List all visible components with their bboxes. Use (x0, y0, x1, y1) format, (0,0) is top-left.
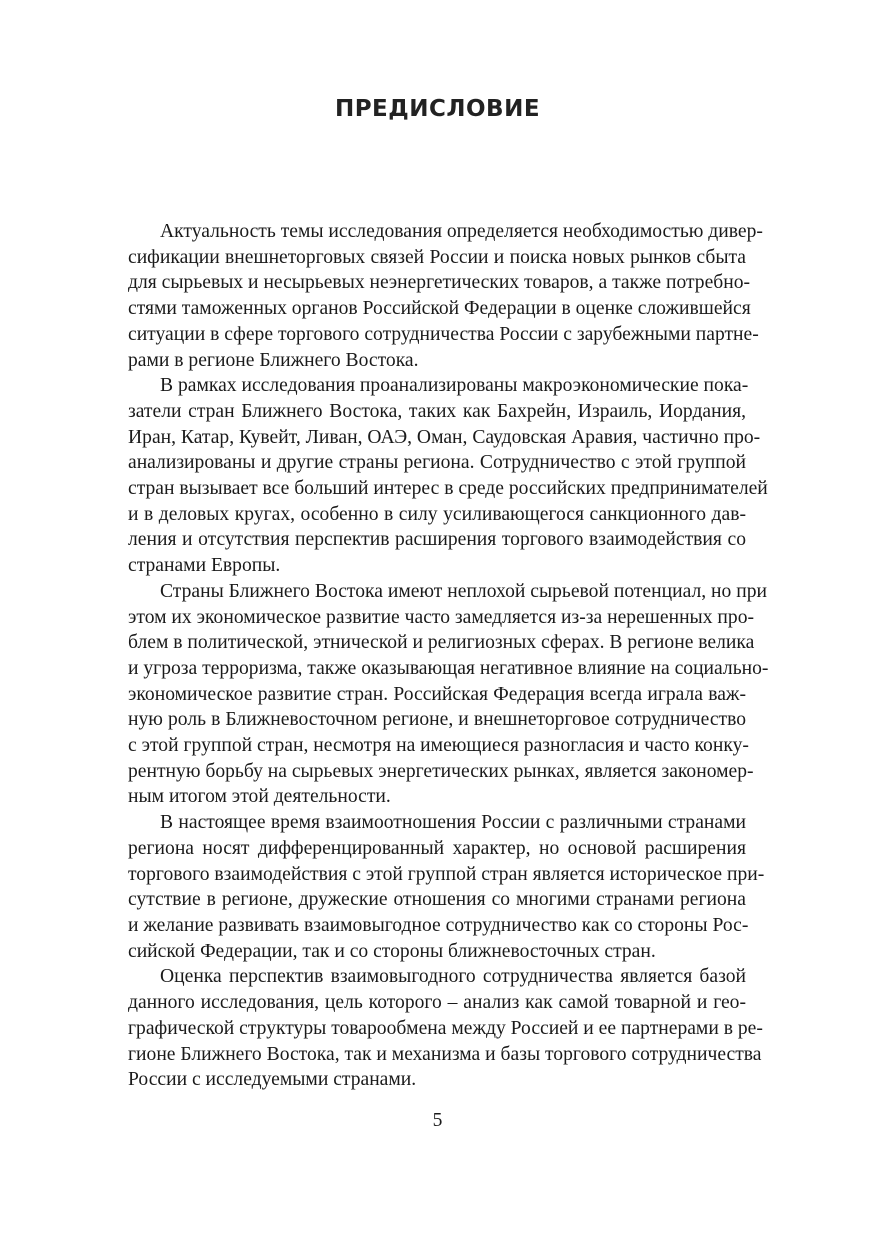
paragraph (128, 810, 765, 964)
text-line: затели стран Ближнего Востока, таких как Бахрейн, Израиль, Иордания, (128, 400, 746, 422)
text-line: Страны Ближнего Востока имеют неплохой сырьевой потенциал, но при (160, 580, 767, 602)
text-line: гионе Ближнего Востока, так и механизма и базы торгового сотрудничества (128, 1043, 762, 1065)
text-line: рами в регионе Ближнего Востока. (128, 349, 419, 371)
text-line: странами Европы. (128, 555, 281, 577)
text-line: экономическое развитие стран. Российская Федерация всегда играла важ- (128, 683, 746, 705)
paragraph (128, 964, 763, 1093)
paragraph (128, 579, 769, 810)
text-line: региона носят дифференцированный характер, но основой расширения (128, 837, 746, 859)
text-line: ным итогом этой деятельности. (128, 786, 391, 808)
text-line: и угроза терроризма, также оказывающая негативное влияние на социально- (128, 657, 769, 679)
text-line: этом их экономическое развитие часто замедляется из-за нерешенных про- (128, 606, 755, 628)
text-line: блем в политической, этнической и религиозных сферах. В регионе велика (128, 632, 755, 654)
text-line: сификации внешнеторговых связей России и поиска новых рынков сбыта (128, 246, 746, 268)
text-line: данного исследования, цель которого – анализ как самой товарной и гео- (128, 992, 746, 1014)
text-line: ную роль в Ближневосточном регионе, и внешнеторговое сотрудничество (128, 709, 746, 731)
text-line: В настоящее время взаимоотношения России с различными странами (160, 812, 746, 834)
page-title: ПРЕДИСЛОВИЕ (334, 96, 541, 122)
text-line: В рамках исследования проанализированы макроэкономические пока- (160, 375, 749, 397)
page-number: 5 (432, 1110, 443, 1131)
text-line: графической структуры товарообмена между Россией и ее партнерами в ре- (128, 1017, 763, 1039)
text-line: Оценка перспектив взаимовыгодного сотрудничества является базой (160, 966, 746, 988)
text-line: стями таможенных органов Российской Федерации в оценке сложившейся (128, 298, 751, 320)
text-line: сутствие в регионе, дружеские отношения со многими странами региона (128, 889, 746, 911)
text-line: анализированы и другие страны региона. Сотрудничество с этой группой (128, 452, 746, 474)
text-line: и в деловых кругах, особенно в силу усиливающегося санкционного дав- (128, 503, 746, 525)
text-line: рентную борьбу на сырьевых энергетических рынках, является закономер- (128, 760, 754, 782)
text-line: с этой группой стран, несмотря на имеющиеся разногласия и часто конку- (128, 735, 749, 757)
text-line: России с исследуемыми странами. (128, 1069, 417, 1091)
paragraph (128, 219, 763, 373)
text-line: для сырьевых и несырьевых неэнергетических товаров, а также потребно- (128, 272, 751, 294)
text-line: ления и отсутствия перспектив расширения торгового взаимодействия со (128, 529, 746, 551)
paragraph (128, 373, 768, 579)
body-text (128, 219, 769, 1093)
text-line: Актуальность темы исследования определяется необходимостью дивер- (160, 221, 763, 242)
text-line: торгового взаимодействия с этой группой стран является историческое при- (128, 863, 765, 885)
text-line: и желание развивать взаимовыгодное сотрудничество как со стороны Рос- (128, 914, 749, 936)
text-line: сийской Федерации, так и со стороны ближневосточных стран. (128, 940, 656, 962)
text-line: стран вызывает все больший интерес в среде российских предпринимателей (128, 478, 768, 500)
text-line: Иран, Катар, Кувейт, Ливан, ОАЭ, Оман, Саудовская Аравия, частично про- (128, 426, 761, 448)
text-line: ситуации в сфере торгового сотрудничества России с зарубежными партне- (128, 323, 759, 345)
